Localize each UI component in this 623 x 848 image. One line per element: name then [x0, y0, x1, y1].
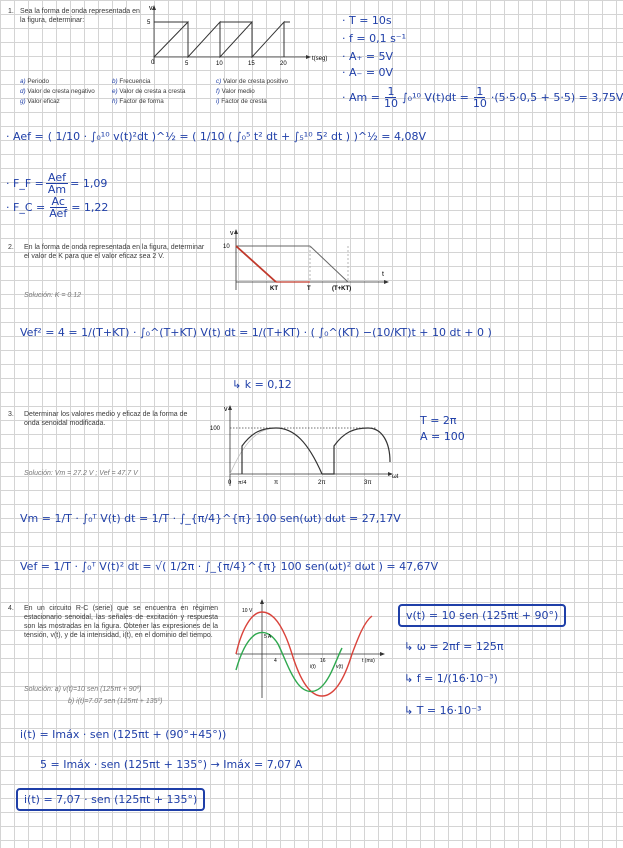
p4-graph-x-tick-4: 4: [274, 658, 277, 664]
p4-statement: En un circuito R-C (serie) que se encuentra en régimen estacionario senoidal, las señales de excitación y respuesta son las mostradas en la figura. Obtener las expresiones de la tensión, v(t), y de la intensidad, i(t), en el dominio del tiempo.: [24, 605, 218, 639]
p1-note-period: · T = 10s: [342, 14, 392, 27]
p3-rms-equation: Vef = 1/T · ∫₀ᵀ V(t)² dt = √( 1/2π · ∫_{π/4}^{π} 100 sen(ωt)² dωt ) = 47,67V: [20, 560, 439, 573]
p1-option-b: b) Frecuencia: [112, 78, 151, 85]
p3-graph-x-tick-2pi: 2π: [318, 480, 326, 486]
p1-number: 1.: [8, 8, 14, 15]
p1-option-i: i) Factor de cresta: [216, 98, 267, 105]
p1-graph-x-tick-10: 10: [216, 61, 223, 67]
p2-rms-equation: Vef² = 4 = 1/(T+KT) · ∫₀^(T+KT) V(t) dt = 1/(T+KT) · ( ∫₀^(KT) −(10/KT)t + 10 dt + 0 ): [20, 326, 492, 339]
p1-form-factor: · F_F = $\frac{\text{Aef}}{Am}$ = 1,09: [6, 171, 108, 196]
p4-graph-x-label: t (ms): [362, 658, 375, 664]
p3-sine-graph: [206, 402, 406, 488]
p1-graph-y-tick: 5: [147, 20, 151, 26]
p2-graph-y-tick: 10: [223, 244, 230, 250]
p4-voltage-boxed: v(t) = 10 sen (125πt + 90°): [398, 604, 566, 627]
p1-graph-x-tick-20: 20: [280, 61, 287, 67]
p3-graph-x-tick-pi: π: [274, 480, 279, 486]
p4-period: ↳ T = 16·10⁻³: [404, 704, 482, 717]
p3-note-amplitude: A = 100: [420, 430, 465, 443]
p1-rms-equation: · Aef = ( 1/10 · ∫₀¹⁰ v(t)²dt )^½ = ( 1/10 ( ∫₀⁵ t² dt + ∫₅¹⁰ 5² dt ) )^½ = 4,08V: [6, 130, 426, 143]
p1-graph-x-label: t(seg): [312, 56, 328, 62]
p1-option-d: d) Valor de cresta negativo: [20, 88, 95, 95]
p4-current-equation: i(t) = Imáx · sen (125πt + (90°+45°)): [20, 728, 227, 741]
p2-graph-y-label: v: [230, 230, 234, 237]
p1-option-a: a) Periodo: [20, 78, 50, 85]
p4-imax-equation: 5 = Imáx · sen (125πt + 135°) → Imáx = 7,07 A: [40, 758, 303, 771]
p1-mean-equation: · Am = $\frac{1}{10}$ ∫₀¹⁰ V(t)dt = $\frac{1}{10}$ ·(5·5·0,5 + 5·5) = 3,75V: [342, 85, 623, 110]
p4-solution-a: Solución: a) v(t)=10 sen (125πt + 90º): [24, 686, 142, 693]
p1-option-h: h) Factor de forma: [112, 98, 164, 105]
p1-graph-x-tick-5: 5: [185, 61, 189, 67]
p2-graph-x-tick-t: T: [307, 286, 311, 292]
p1-note-frequency: · f = 0,1 s⁻¹: [342, 32, 407, 45]
p1-option-e: e) Valor de cresta a cresta: [112, 88, 186, 95]
p1-note-negative-peak: · A₋ = 0V: [342, 66, 394, 79]
p3-mean-equation: Vm = 1/T · ∫₀ᵀ V(t) dt = 1/T · ∫_{π/4}^{π} 100 sen(ωt) dωt = 27,17V: [20, 512, 401, 525]
p4-number: 4.: [8, 605, 14, 612]
p3-graph-y-tick: 100: [210, 426, 221, 432]
p1-graph-x-tick-15: 15: [248, 61, 255, 67]
p4-frequency: ↳ f = 1/(16·10⁻³): [404, 672, 498, 685]
p3-graph-x-tick-3pi: 3π: [364, 480, 372, 486]
p1-option-f: f) Valor medio: [216, 88, 255, 95]
p1-option-c: c) Valor de cresta positivo: [216, 78, 288, 85]
p3-solution: Solución: Vm = 27.2 V ; Vef = 47.7 V: [24, 470, 138, 477]
p4-graph-v-label: v(t): [336, 664, 344, 670]
p3-note-period: T = 2π: [420, 414, 457, 427]
p4-graph-v-tick: 10 V: [242, 608, 253, 614]
p4-solution-b: b) i(t)=7.07 sen (125πt + 135º): [68, 698, 163, 705]
p3-number: 3.: [8, 411, 14, 418]
p3-graph-x-label: ωt: [392, 474, 399, 480]
p2-graph-x-label: t: [382, 271, 384, 278]
p3-graph-y-label: v: [224, 406, 228, 413]
p4-current-boxed: i(t) = 7,07 · sen (125πt + 135°): [16, 788, 205, 811]
p4-omega: ↳ ω = 2πf = 125π: [404, 640, 504, 653]
p2-result: ↳ k = 0,12: [232, 378, 292, 391]
p2-waveform-graph: [220, 226, 395, 294]
p3-graph-x-tick-pi4: π/4: [238, 480, 247, 486]
p1-graph-y-label: v: [149, 5, 153, 12]
p2-number: 2.: [8, 244, 14, 251]
p3-statement: Determinar los valores medio y eficaz de la forma de onda senoidal modificada.: [24, 411, 188, 427]
p2-graph-x-tick-kt: KT: [270, 286, 278, 292]
p4-graph-i-label: i(t): [310, 664, 316, 670]
p1-crest-factor: · F_C = $\frac{Ac}{\text{Aef}}$ = 1,22: [6, 195, 109, 220]
p4-graph-x-tick-16: 16: [320, 658, 326, 664]
p1-statement: Sea la forma de onda representada en la figura, determinar:: [20, 8, 140, 24]
p4-signals-graph: [232, 598, 392, 702]
p2-statement: En la forma de onda representada en la figura, determinar el valor de K para que el valor eficaz sea 2 V.: [24, 244, 205, 260]
p2-graph-x-tick-tkt: (T+KT): [332, 286, 352, 292]
p1-sawtooth-graph: [140, 2, 340, 68]
p2-solution: Solución: K = 0.12: [24, 292, 82, 299]
p1-graph-x-tick-0: 0: [151, 60, 155, 66]
p1-option-g: g) Valor eficaz: [20, 98, 60, 105]
p3-graph-x-tick-0: 0: [228, 480, 232, 486]
p1-note-positive-peak: · A₊ = 5V: [342, 50, 394, 63]
p4-graph-i-tick: 5 A: [264, 634, 272, 640]
